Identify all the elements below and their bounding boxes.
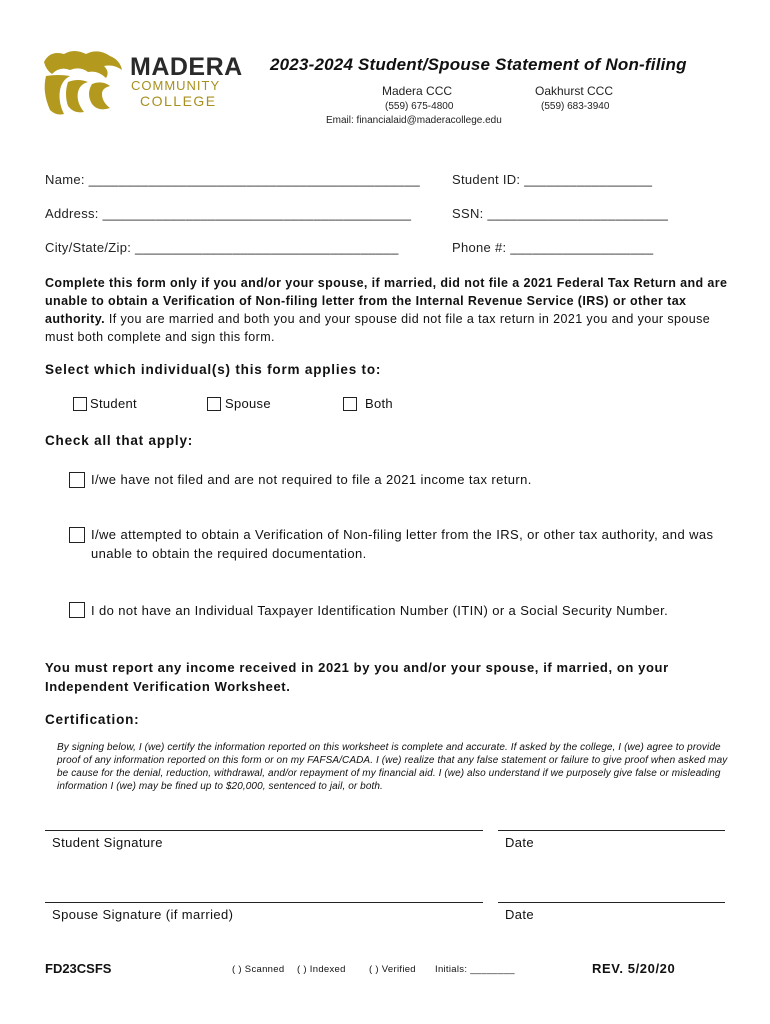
check-heading: Check all that apply: (45, 433, 194, 448)
select-heading: Select which individual(s) this form applies to: (45, 362, 382, 377)
student-option-label: Student (90, 396, 137, 411)
no-itin-text: I do not have an Individual Taxpayer Identification Number (ITIN) or a Social Security Number. (91, 603, 669, 618)
logo-text-community: COMMUNITY (131, 78, 221, 93)
certification-text: By signing below, I (we) certify the information reported on this worksheet is complete and accurate. If asked by the college, I (we) agree to provide proof of any information reported on this form or on my FAFSA/CADA. I (we) realize that any false statement or failure to give proof when asked may be cause for the denial, reduction, withdrawal, and/or repayment of my financial aid. I (we) also understand if we purposely give false or misleading information I (we) may be fined up to $20,000, sentenced to jail, or both. (57, 742, 728, 792)
spouse-signature-label: Spouse Signature (if married) (52, 907, 234, 922)
student-date-line[interactable] (498, 830, 725, 831)
contact-email: Email: financialaid@maderacollege.edu (326, 115, 502, 126)
spouse-date-label: Date (505, 907, 535, 922)
spouse-date-line[interactable] (498, 902, 725, 903)
student-id-field[interactable]: Student ID: _________________ (452, 172, 653, 187)
attempted-letter-checkbox[interactable] (69, 527, 85, 543)
spouse-option-label: Spouse (225, 396, 271, 411)
spouse-signature-line[interactable] (45, 902, 483, 903)
spouse-checkbox[interactable] (207, 397, 221, 411)
certification-heading: Certification: (45, 712, 140, 727)
not-required-text: I/we have not filed and are not required to file a 2021 income tax return. (91, 472, 532, 487)
student-signature-line[interactable] (45, 830, 483, 831)
indexed-mark: ( ) Indexed (297, 964, 346, 975)
phone-field[interactable]: Phone #: ___________________ (452, 240, 654, 255)
ssn-field[interactable]: SSN: ________________________ (452, 206, 669, 221)
scanned-mark: ( ) Scanned (232, 964, 285, 975)
name-field[interactable]: Name: ____________________________________________ (45, 172, 421, 187)
instructions-bold: Complete this form only if you and/or your spouse, if married, did not file a 2021 Federal Tax Return and are unable to obtain a Verification of Non-filing letter from the Internal Revenue Service (IRS) or other tax authority. (45, 276, 728, 326)
campus-oakhurst-name: Oakhurst CCC (535, 84, 614, 98)
verified-mark: ( ) Verified (369, 964, 416, 975)
campus-madera-phone: (559) 675-4800 (385, 101, 454, 112)
campus-oakhurst-phone: (559) 683-3940 (541, 101, 610, 112)
form-code: FD23CSFS (45, 961, 112, 976)
student-date-label: Date (505, 835, 535, 850)
address-field[interactable]: Address: _________________________________________ (45, 206, 412, 221)
no-itin-checkbox[interactable] (69, 602, 85, 618)
initials-field: Initials: ________ (435, 964, 515, 975)
instructions-normal: If you are married and both you and your spouse did not file a tax return in 2021 you and your spouse must both complete and sign this form. (45, 312, 711, 344)
form-title: 2023-2024 Student/Spouse Statement of Non-filing (270, 55, 687, 74)
report-income-notice: You must report any income received in 2021 by you and/or your spouse, if married, on your Independent Verification Worksheet. (45, 660, 669, 694)
revision-date: REV. 5/20/20 (592, 961, 676, 976)
logo-text-college: COLLEGE (140, 93, 217, 109)
city-state-zip-field[interactable]: City/State/Zip: ___________________________________ (45, 240, 399, 255)
not-required-checkbox[interactable] (69, 472, 85, 488)
student-checkbox[interactable] (73, 397, 87, 411)
attempted-letter-text: I/we attempted to obtain a Verification of Non-filing letter from the IRS, or other tax authority, and was unable to obtain the required documentation. (91, 527, 714, 561)
madera-logo-icon (40, 48, 124, 118)
campus-madera-name: Madera CCC (382, 84, 453, 98)
student-signature-label: Student Signature (52, 835, 163, 850)
both-option-label: Both (365, 396, 393, 411)
logo-text-madera: MADERA (130, 53, 243, 81)
instructions-paragraph (45, 274, 735, 346)
both-checkbox[interactable] (343, 397, 357, 411)
